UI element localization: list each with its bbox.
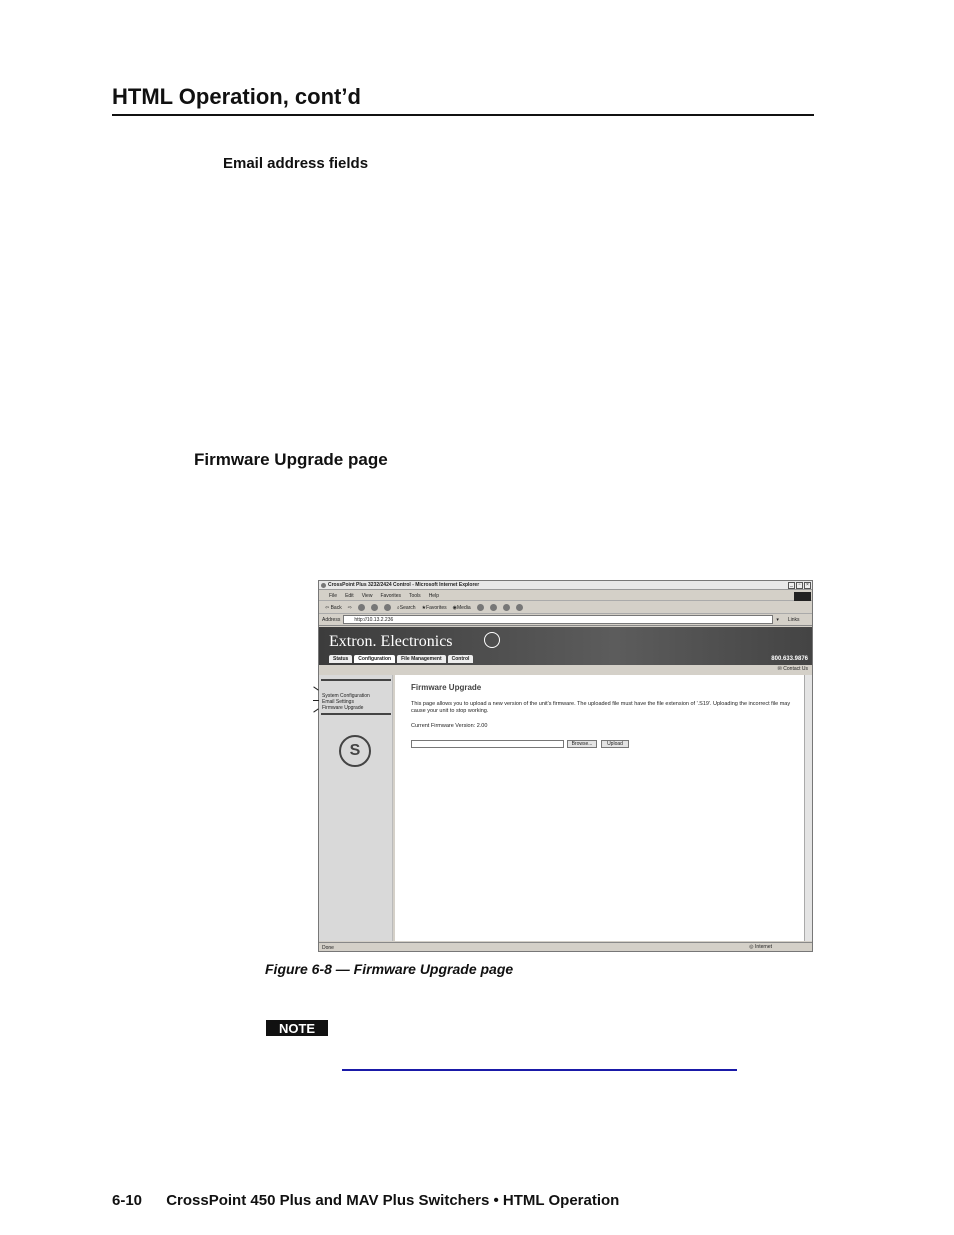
menu-help[interactable]: Help — [428, 592, 439, 599]
hyperlink-underline[interactable] — [342, 1069, 737, 1071]
contact-label: Contact Us — [783, 666, 808, 672]
home-icon[interactable] — [384, 604, 391, 611]
tab-configuration[interactable]: Configuration — [354, 655, 395, 663]
note-badge: NOTE — [266, 1020, 328, 1036]
site-sidebar — [319, 675, 393, 941]
search-button[interactable]: ⌕Search — [396, 604, 416, 611]
media-label: Media — [457, 604, 471, 611]
zone-indicator: ◎ Internet — [749, 944, 772, 950]
close-icon[interactable]: × — [804, 582, 811, 589]
mail-icon[interactable] — [490, 604, 497, 611]
back-label: Back — [330, 604, 342, 611]
firmware-description: This page allows you to upload a new version of the unit's firmware. The uploaded file must have the file extension of '.S19'. Uploading the incorrect file may cause your unit to stop working. — [411, 701, 791, 714]
address-dropdown-icon[interactable]: ▾ — [776, 616, 779, 623]
edit-icon[interactable] — [516, 604, 523, 611]
links-button[interactable]: Links — [787, 616, 800, 623]
site-banner — [319, 627, 812, 665]
menu-file[interactable]: File — [329, 592, 338, 599]
callout-line-2 — [313, 700, 319, 701]
windows-logo-icon — [794, 592, 811, 601]
page-footer — [112, 1192, 619, 1209]
browser-menu-bar — [319, 591, 812, 601]
address-label: Address — [322, 616, 341, 623]
menu-view[interactable]: View — [361, 592, 373, 599]
sidebar-rule-bottom — [321, 713, 391, 715]
site-brand: Extron. Electronics — [329, 633, 453, 650]
print-icon[interactable] — [503, 604, 510, 611]
upload-button[interactable]: Upload — [601, 740, 629, 748]
search-label: Search — [399, 604, 416, 611]
tab-control[interactable]: Control — [448, 655, 474, 663]
media-button[interactable]: ◉Media — [452, 604, 471, 611]
minimize-icon[interactable]: _ — [788, 582, 795, 589]
sidebar-item-firmware-upgrade[interactable]: Firmware Upgrade — [322, 705, 364, 711]
email-fields-heading: Email address fields — [223, 155, 369, 172]
back-button[interactable]: ⇦ Back — [325, 604, 342, 611]
sidebar-menu — [322, 693, 370, 711]
figure-caption: Figure 6-8 — Firmware Upgrade page — [265, 961, 514, 977]
firmware-upgrade-heading: Firmware Upgrade page — [194, 450, 388, 469]
browser-status-bar — [319, 942, 812, 952]
favorites-label: Favorites — [426, 604, 447, 611]
menu-edit[interactable]: Edit — [345, 592, 354, 599]
footer-page-number: 6-10 — [112, 1192, 143, 1209]
tab-status[interactable]: Status — [329, 655, 352, 663]
sidebar-item-email-settings[interactable]: Email Settings — [322, 699, 354, 705]
tab-file-management[interactable]: File Management — [397, 655, 446, 663]
address-input[interactable]: http://10.13.2.236 — [343, 615, 773, 624]
footer-text: CrossPoint 450 Plus and MAV Plus Switchers • HTML Operation — [166, 1192, 620, 1209]
vertical-scrollbar[interactable] — [804, 675, 812, 941]
page-title: HTML Operation, cont’d — [112, 84, 361, 109]
extron-logo-icon — [484, 632, 500, 648]
sidebar-rule-top — [321, 679, 391, 681]
history-icon[interactable] — [477, 604, 484, 611]
extron-seal-icon: S — [339, 735, 371, 767]
firmware-content — [395, 675, 805, 941]
address-bar — [319, 614, 812, 626]
contact-us-link[interactable]: ✉ Contact Us — [777, 666, 808, 672]
status-text: Done — [322, 944, 334, 951]
firmware-heading: Firmware Upgrade — [411, 683, 482, 692]
zone-text: Internet — [755, 944, 772, 950]
menu-favorites[interactable]: Favorites — [380, 592, 401, 599]
window-controls — [788, 582, 811, 589]
browser-window-title: CrossPoint Plus 3232/2424 Control - Microsoft Internet Explorer — [328, 582, 480, 588]
phone-number: 800.633.9876 — [771, 656, 808, 662]
title-rule — [112, 114, 814, 116]
browser-screenshot — [318, 580, 813, 952]
refresh-icon[interactable] — [371, 604, 378, 611]
site-tabs — [329, 655, 473, 663]
menu-tools[interactable]: Tools — [409, 592, 421, 599]
firmware-file-input[interactable] — [411, 740, 564, 748]
firmware-version: Current Firmware Version: 2.00 — [411, 723, 488, 729]
browser-title-bar — [319, 581, 812, 590]
browse-button[interactable]: Browse... — [567, 740, 597, 748]
browser-toolbar — [319, 602, 812, 614]
forward-icon[interactable]: ⇨ — [347, 604, 352, 611]
favorites-button[interactable]: ★Favorites — [421, 604, 447, 611]
maximize-icon[interactable]: ▫ — [796, 582, 803, 589]
ie-icon — [321, 583, 326, 588]
sidebar-item-system-configuration[interactable]: System Configuration — [322, 693, 370, 699]
stop-icon[interactable] — [358, 604, 365, 611]
